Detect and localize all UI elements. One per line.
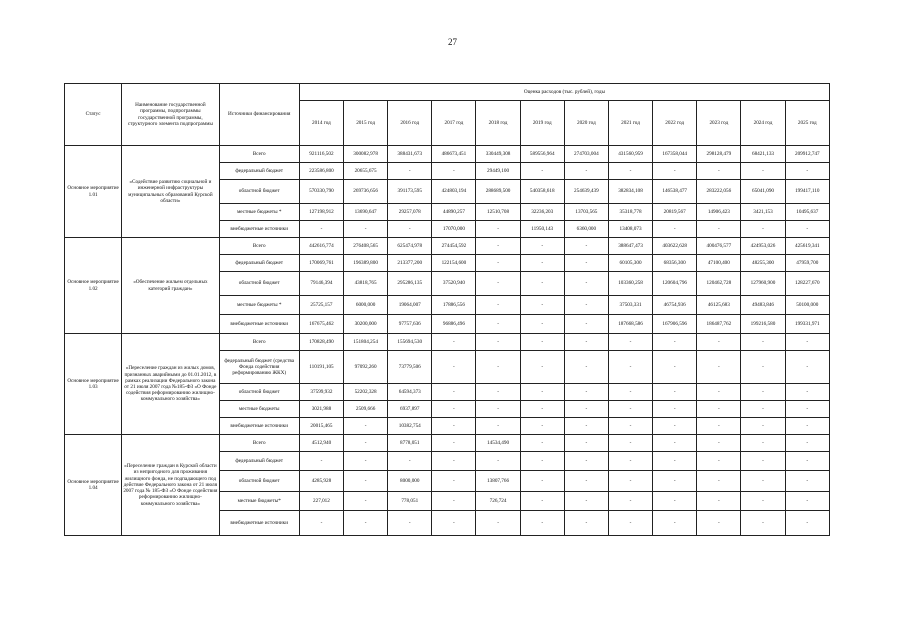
value-cell: -	[476, 255, 520, 272]
value-cell: 425619,341	[785, 238, 829, 255]
status-cell: Основное мероприятие 1.02	[65, 238, 122, 334]
value-cell: 223586,800	[299, 163, 343, 180]
value-cell: 32236,203	[520, 204, 564, 221]
value-cell: 96886,496	[432, 315, 476, 334]
value-cell: 14906,423	[697, 204, 741, 221]
value-cell: -	[564, 163, 608, 180]
value-cell: -	[741, 452, 785, 471]
value-cell: -	[653, 452, 697, 471]
value-cell: 122154,600	[432, 255, 476, 272]
value-cell: 79146,394	[299, 272, 343, 296]
value-cell: -	[608, 351, 652, 384]
value-cell: -	[785, 351, 829, 384]
value-cell: -	[785, 334, 829, 351]
value-cell: 300082,978	[344, 146, 388, 163]
value-cell: 11950,143	[520, 221, 564, 238]
value-cell: 128227,670	[785, 272, 829, 296]
value-cell: 187668,586	[608, 315, 652, 334]
value-cell: -	[608, 163, 652, 180]
value-cell: -	[741, 435, 785, 452]
value-cell: 196389,800	[344, 255, 388, 272]
value-cell: 3421,153	[741, 204, 785, 221]
value-cell: -	[432, 511, 476, 536]
value-cell: 442616,774	[299, 238, 343, 255]
value-cell: 49483,846	[741, 296, 785, 315]
value-cell: 13807,766	[476, 471, 520, 492]
year-header-3: 2017 год	[432, 101, 476, 146]
value-cell: -	[476, 221, 520, 238]
value-cell: 37599,932	[299, 384, 343, 401]
value-cell: -	[432, 163, 476, 180]
value-cell: 65041,090	[741, 180, 785, 204]
value-cell: -	[785, 418, 829, 435]
header-status: Статус	[65, 84, 122, 146]
funding-source-cell: внебюджетные источники	[219, 418, 299, 435]
value-cell: 269736,656	[344, 180, 388, 204]
value-cell: 13703,565	[564, 204, 608, 221]
value-cell: 254639,439	[564, 180, 608, 204]
value-cell: -	[741, 221, 785, 238]
value-cell: 127198,912	[299, 204, 343, 221]
value-cell: 17070,000	[432, 221, 476, 238]
value-cell: -	[653, 351, 697, 384]
status-cell: Основное мероприятие 1.01	[65, 146, 122, 238]
value-cell: -	[564, 492, 608, 511]
funding-source-cell: местные бюджеты	[219, 401, 299, 418]
value-cell: 431560,959	[608, 146, 652, 163]
value-cell: -	[432, 351, 476, 384]
value-cell: -	[697, 401, 741, 418]
value-cell: 103360,258	[608, 272, 652, 296]
value-cell: -	[697, 418, 741, 435]
value-cell: 209912,747	[785, 146, 829, 163]
value-cell: 64594,373	[388, 384, 432, 401]
value-cell: -	[520, 272, 564, 296]
value-cell: 30200,000	[344, 315, 388, 334]
value-cell: 330449,308	[476, 146, 520, 163]
value-cell: 29257,078	[388, 204, 432, 221]
value-cell: 274454,592	[432, 238, 476, 255]
funding-source-cell: федеральный бюджет (средства Фонда содействия реформированию ЖКХ)	[219, 351, 299, 384]
value-cell: -	[520, 334, 564, 351]
value-cell: -	[388, 511, 432, 536]
value-cell: -	[741, 471, 785, 492]
value-cell: 8000,000	[388, 471, 432, 492]
value-cell: -	[344, 492, 388, 511]
value-cell: -	[476, 401, 520, 418]
table-row	[65, 146, 830, 163]
value-cell: -	[697, 221, 741, 238]
value-cell: 19064,007	[388, 296, 432, 315]
value-cell: -	[741, 492, 785, 511]
value-cell: -	[653, 418, 697, 435]
value-cell: 589556,964	[520, 146, 564, 163]
value-cell: -	[653, 334, 697, 351]
value-cell: -	[432, 418, 476, 435]
value-cell: -	[476, 384, 520, 401]
value-cell: 298128,479	[697, 146, 741, 163]
funding-source-cell: местные бюджеты *	[219, 204, 299, 221]
year-header-11: 2025 год	[785, 101, 829, 146]
table-row	[65, 238, 830, 255]
year-header-10: 2024 год	[741, 101, 785, 146]
value-cell: -	[520, 296, 564, 315]
value-cell: 14534,490	[476, 435, 520, 452]
value-cell: 97092,260	[344, 351, 388, 384]
year-header-7: 2021 год	[608, 101, 652, 146]
value-cell: 68356,300	[653, 255, 697, 272]
header-source: Источники финансирования	[219, 84, 299, 146]
funding-source-cell: Всего	[219, 238, 299, 255]
value-cell: -	[697, 511, 741, 536]
value-cell: -	[388, 452, 432, 471]
value-cell: -	[564, 272, 608, 296]
value-cell: -	[608, 418, 652, 435]
value-cell: -	[520, 163, 564, 180]
value-cell: 20819,567	[653, 204, 697, 221]
measure-name-cell: «Переселение граждан из жилых домов, признанных аварийными до 01.01.2012, в рамках реализации Федерального закона от 21 июля 2007 года №185-ФЗ «О Фонде содействия реформированию жилищно-коммунального хозяйства»	[122, 334, 219, 435]
value-cell: -	[520, 471, 564, 492]
header-estimate: Оценка расходов (тыс. рублей), годы	[299, 84, 829, 101]
value-cell: -	[697, 435, 741, 452]
value-cell: -	[520, 452, 564, 471]
value-cell: 17886,556	[432, 296, 476, 315]
value-cell: -	[564, 418, 608, 435]
year-header-9: 2023 год	[697, 101, 741, 146]
value-cell: 46754,936	[653, 296, 697, 315]
value-cell: 170069,761	[299, 255, 343, 272]
value-cell: -	[520, 238, 564, 255]
value-cell: 3021,988	[299, 401, 343, 418]
value-cell: 4512,940	[299, 435, 343, 452]
value-cell: 155694,530	[388, 334, 432, 351]
value-cell: -	[564, 351, 608, 384]
funding-source-cell: местные бюджеты*	[219, 492, 299, 511]
year-header-0: 2014 год	[299, 101, 343, 146]
value-cell: 10495,637	[785, 204, 829, 221]
value-cell: -	[697, 492, 741, 511]
value-cell: -	[432, 401, 476, 418]
value-cell: -	[344, 511, 388, 536]
value-cell: 726,724	[476, 492, 520, 511]
value-cell: 388647,473	[608, 238, 652, 255]
value-cell: 486673,451	[432, 146, 476, 163]
value-cell: 120604,796	[653, 272, 697, 296]
value-cell: -	[608, 334, 652, 351]
value-cell: 167906,596	[653, 315, 697, 334]
budget-table	[64, 83, 830, 536]
value-cell: -	[476, 315, 520, 334]
value-cell: -	[432, 435, 476, 452]
year-header-4: 2018 год	[476, 101, 520, 146]
value-cell: -	[520, 492, 564, 511]
value-cell: 424803,194	[432, 180, 476, 204]
year-header-8: 2022 год	[653, 101, 697, 146]
value-cell: -	[476, 334, 520, 351]
value-cell: 6360,000	[564, 221, 608, 238]
value-cell: 778,051	[388, 492, 432, 511]
value-cell: 44890,257	[432, 204, 476, 221]
value-cell: -	[608, 452, 652, 471]
value-cell: -	[741, 384, 785, 401]
value-cell: -	[520, 418, 564, 435]
funding-source-cell: федеральный бюджет	[219, 452, 299, 471]
value-cell: 199216,580	[741, 315, 785, 334]
status-cell: Основное мероприятие 1.03	[65, 334, 122, 435]
value-cell: -	[785, 511, 829, 536]
measure-name-cell: «Содействие развитию социальной и инженерной инфраструктуры муниципальных образований Курской области»	[122, 146, 219, 238]
value-cell: -	[653, 401, 697, 418]
value-cell: 288689,500	[476, 180, 520, 204]
value-cell: 151804,254	[344, 334, 388, 351]
value-cell: 167675,462	[299, 315, 343, 334]
table-row	[65, 435, 830, 452]
funding-source-cell: Всего	[219, 146, 299, 163]
value-cell: -	[476, 511, 520, 536]
value-cell: -	[785, 435, 829, 452]
value-cell: 276408,565	[344, 238, 388, 255]
value-cell: -	[388, 221, 432, 238]
value-cell: -	[653, 471, 697, 492]
value-cell: 46125,683	[697, 296, 741, 315]
value-cell: 570330,790	[299, 180, 343, 204]
value-cell: 388431,673	[388, 146, 432, 163]
value-cell: 186487,762	[697, 315, 741, 334]
value-cell: -	[697, 163, 741, 180]
value-cell: 20015,465	[299, 418, 343, 435]
value-cell: -	[520, 401, 564, 418]
funding-source-cell: федеральный бюджет	[219, 255, 299, 272]
value-cell: -	[432, 452, 476, 471]
value-cell: -	[697, 471, 741, 492]
value-cell: 382834,108	[608, 180, 652, 204]
value-cell: -	[432, 334, 476, 351]
value-cell: 170828,490	[299, 334, 343, 351]
value-cell: -	[608, 435, 652, 452]
value-cell: 12510,708	[476, 204, 520, 221]
value-cell: -	[520, 435, 564, 452]
value-cell: -	[564, 334, 608, 351]
value-cell: -	[653, 163, 697, 180]
value-cell: 921116,502	[299, 146, 343, 163]
measure-name-cell: «Обеспечение жильем отдельных категорий граждан»	[122, 238, 219, 334]
value-cell: -	[299, 511, 343, 536]
value-cell: -	[741, 163, 785, 180]
value-cell: -	[344, 452, 388, 471]
funding-source-cell: внебюджетные источники	[219, 511, 299, 536]
value-cell: 13408,073	[608, 221, 652, 238]
value-cell: 10382,754	[388, 418, 432, 435]
value-cell: -	[476, 351, 520, 384]
value-cell: 400476,577	[697, 238, 741, 255]
value-cell: 391173,595	[388, 180, 432, 204]
value-cell: 199331,971	[785, 315, 829, 334]
value-cell: -	[388, 163, 432, 180]
year-header-2: 2016 год	[388, 101, 432, 146]
value-cell: -	[697, 351, 741, 384]
value-cell: -	[432, 492, 476, 511]
value-cell: -	[344, 221, 388, 238]
value-cell: -	[344, 418, 388, 435]
value-cell: -	[476, 418, 520, 435]
value-cell: 8778,051	[388, 435, 432, 452]
value-cell: -	[653, 384, 697, 401]
funding-source-cell: областной бюджет	[219, 272, 299, 296]
value-cell: 6000,000	[344, 296, 388, 315]
value-cell: 227,012	[299, 492, 343, 511]
value-cell: -	[785, 401, 829, 418]
value-cell: -	[299, 221, 343, 238]
value-cell: 213377,200	[388, 255, 432, 272]
value-cell: -	[653, 435, 697, 452]
value-cell: 283222,056	[697, 180, 741, 204]
value-cell: -	[564, 435, 608, 452]
value-cell: -	[476, 452, 520, 471]
value-cell: -	[608, 511, 652, 536]
value-cell: -	[608, 384, 652, 401]
measure-name-cell: «Переселение граждан в Курской области из непригодного для проживания жилищного фонда, не подпадающего под действие Федерального закона от 21 июля 2007 года № 185-ФЗ «О Фонде содействия реформированию жилищно-коммунального хозяйства»	[122, 435, 219, 536]
table-row	[65, 334, 830, 351]
value-cell: -	[432, 471, 476, 492]
value-cell: 120462,728	[697, 272, 741, 296]
funding-source-cell: внебюджетные источники	[219, 221, 299, 238]
value-cell: 127960,900	[741, 272, 785, 296]
value-cell: -	[741, 334, 785, 351]
value-cell: 403622,628	[653, 238, 697, 255]
value-cell: 2509,666	[344, 401, 388, 418]
header-name: Наименование государственной программы, подпрограммы государственной программы, структурного элемента подпрограммы	[122, 84, 219, 146]
year-header-6: 2020 год	[564, 101, 608, 146]
year-header-5: 2019 год	[520, 101, 564, 146]
value-cell: 43818,765	[344, 272, 388, 296]
value-cell: -	[608, 401, 652, 418]
status-cell: Основное мероприятие 1.04	[65, 435, 122, 536]
value-cell: -	[564, 401, 608, 418]
value-cell: -	[432, 384, 476, 401]
page-number: 27	[448, 37, 457, 47]
value-cell: 167358,044	[653, 146, 697, 163]
value-cell: 146538,477	[653, 180, 697, 204]
value-cell: -	[741, 401, 785, 418]
funding-source-cell: областной бюджет	[219, 180, 299, 204]
funding-source-cell: Всего	[219, 435, 299, 452]
value-cell: 50100,000	[785, 296, 829, 315]
value-cell: -	[653, 221, 697, 238]
value-cell: -	[608, 471, 652, 492]
value-cell: -	[476, 296, 520, 315]
value-cell: -	[564, 238, 608, 255]
value-cell: -	[653, 492, 697, 511]
value-cell: -	[697, 334, 741, 351]
value-cell: 29449,100	[476, 163, 520, 180]
value-cell: -	[564, 452, 608, 471]
value-cell: 37520,940	[432, 272, 476, 296]
value-cell: -	[344, 471, 388, 492]
funding-source-cell: областной бюджет	[219, 384, 299, 401]
value-cell: 540358,618	[520, 180, 564, 204]
value-cell: -	[564, 296, 608, 315]
value-cell: -	[653, 511, 697, 536]
value-cell: -	[520, 255, 564, 272]
funding-source-cell: федеральный бюджет	[219, 163, 299, 180]
value-cell: 25725,157	[299, 296, 343, 315]
value-cell: -	[564, 384, 608, 401]
funding-source-cell: внебюджетные источники	[219, 315, 299, 334]
funding-source-cell: Всего	[219, 334, 299, 351]
value-cell: -	[785, 384, 829, 401]
value-cell: 37503,331	[608, 296, 652, 315]
funding-source-cell: местные бюджеты *	[219, 296, 299, 315]
value-cell: 47100,400	[697, 255, 741, 272]
value-cell: -	[785, 163, 829, 180]
value-cell: -	[741, 511, 785, 536]
value-cell: -	[299, 452, 343, 471]
value-cell: 47959,700	[785, 255, 829, 272]
value-cell: 274703,004	[564, 146, 608, 163]
value-cell: -	[741, 351, 785, 384]
value-cell: -	[476, 272, 520, 296]
value-cell: -	[697, 452, 741, 471]
value-cell: -	[564, 511, 608, 536]
value-cell: -	[520, 511, 564, 536]
value-cell: 52202,328	[344, 384, 388, 401]
value-cell: -	[520, 384, 564, 401]
value-cell: 35318,778	[608, 204, 652, 221]
value-cell: 60105,300	[608, 255, 652, 272]
value-cell: -	[564, 471, 608, 492]
value-cell: -	[476, 238, 520, 255]
value-cell: -	[785, 452, 829, 471]
value-cell: -	[520, 315, 564, 334]
value-cell: 48255,300	[741, 255, 785, 272]
value-cell: -	[564, 255, 608, 272]
value-cell: -	[564, 315, 608, 334]
value-cell: 110191,105	[299, 351, 343, 384]
value-cell: -	[344, 435, 388, 452]
value-cell: 625474,978	[388, 238, 432, 255]
value-cell: 6937,897	[388, 401, 432, 418]
value-cell: -	[785, 471, 829, 492]
value-cell: 199417,110	[785, 180, 829, 204]
value-cell: -	[785, 492, 829, 511]
value-cell: -	[741, 418, 785, 435]
value-cell: 13690,647	[344, 204, 388, 221]
value-cell: -	[785, 221, 829, 238]
value-cell: 295286,135	[388, 272, 432, 296]
value-cell: 97757,636	[388, 315, 432, 334]
value-cell: 4285,928	[299, 471, 343, 492]
value-cell: -	[697, 384, 741, 401]
funding-source-cell: областной бюджет	[219, 471, 299, 492]
value-cell: 424953,026	[741, 238, 785, 255]
value-cell: -	[608, 492, 652, 511]
value-cell: 73779,506	[388, 351, 432, 384]
value-cell: 68421,133	[741, 146, 785, 163]
value-cell: 20655,675	[344, 163, 388, 180]
value-cell: -	[520, 351, 564, 384]
year-header-1: 2015 год	[344, 101, 388, 146]
